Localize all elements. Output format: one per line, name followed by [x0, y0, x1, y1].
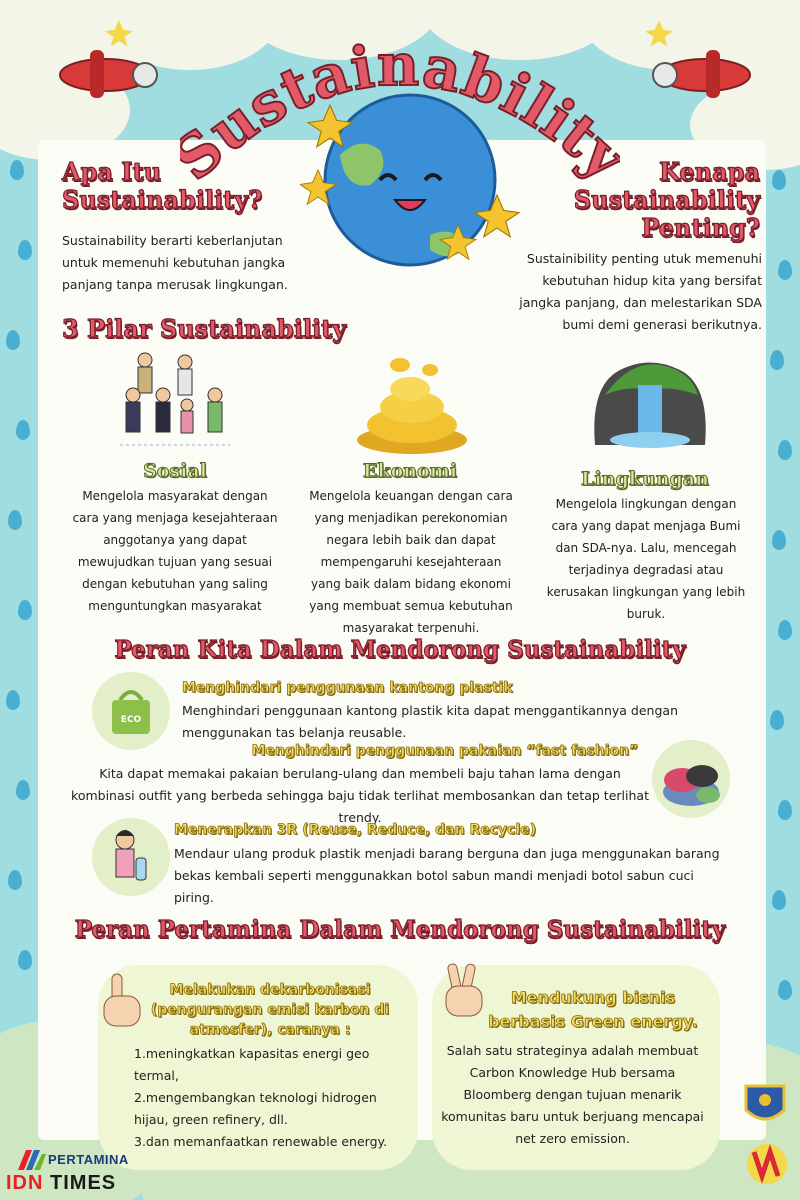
peran-kita-3-title: Menerapkan 3R (Reuse, Reduce, dan Recycle) [174, 822, 537, 838]
pertamina-left-title: Melakukan dekarbonisasi (pengurangan emisi karbon di atmosfer), caranya : [150, 982, 390, 1038]
pertamina-right-title: Mendukung bisnis berbasis Green energy. [488, 988, 698, 1031]
pilar-ekonomi-label: Ekonomi [362, 460, 458, 482]
title-text: ustainabilit [196, 30, 612, 171]
peran-kita-1-text: Menghindari penggunaan kantong plastik kita dapat menggantikannya dengan menggunakan tas belanja reusable. [182, 703, 678, 740]
airplane-right-icon [640, 20, 760, 110]
pertamina-left-item-3: 3.dan memanfaatkan renewable energy. [134, 1134, 388, 1149]
pertamina-left-item-2: 2.mengembangkan teknologi hidrogen hijau, green refinery, dll. [134, 1090, 377, 1127]
pertamina-left-item-1: 1.meningkatkan kapasitas energi geo termal, [134, 1046, 370, 1083]
peran-kita-2-text: Kita dapat memakai pakaian berulang-ulang dan membeli baju tahan lama dengan kombinasi outfit yang berbeda sehingga baju tidak terlihat membosankan dan tetap terlihat trendy. [71, 766, 649, 825]
people-group-icon [115, 350, 235, 450]
kenapa-text: Sustainibility penting utuk memenuhi kebutuhan hidup kita yang bersifat jangka panjang, dan melestarikan SDA bumi demi generasi berikutnya. [519, 251, 762, 332]
idn-text: IDN [6, 1172, 44, 1194]
pilar-heading: 3 Pilar Sustainability [62, 314, 347, 343]
clothes-pile-icon [652, 740, 730, 818]
peran-kita-1-title: Menghindari penggunaan kantong plastik [182, 680, 513, 696]
pilar-lingkungan-text: Mengelola lingkungan dengan cara yang dapat menjaga Bumi dan SDA-nya. Lalu, mencegah terjadinya degradasi atau kerusakan lingkungan yang lebih buruk. [546, 497, 746, 621]
peran-kita-3-text: Mendaur ulang produk plastik menjadi barang berguna dan juga menggunakan barang bekas kembali seperti menggunakkan botol sabun mandi menjadi botol sabun cuci piring. [174, 846, 720, 905]
apa-itu-heading: Apa Itu Sustainability? [62, 157, 263, 214]
pointing-hand-icon [96, 972, 146, 1030]
airplane-left-icon [50, 20, 160, 110]
pilar-lingkungan-label: Lingkungan [581, 468, 709, 490]
peran-kita-heading: Peran Kita Dalam Mendorong Sustainability [114, 636, 686, 663]
pilar-ekonomi-text: Mengelola keuangan dengan cara yang menjadikan perekonomian negara lebih baik dan dapat mempengaruhi kesejahteraan yang baik dalam bidang ekonomi yang membuat semua kebutuhan masyarakat terpenuhi. [309, 489, 513, 635]
idn-times-logo [6, 1172, 116, 1195]
times-text: TIMES [50, 1172, 117, 1194]
province-emblem-icon [742, 1082, 788, 1130]
eco-bag-icon [92, 672, 170, 750]
pertamina-right-text: Salah satu strateginya adalah membuat Carbon Knowledge Hub bersama Bloomberg dengan tujuan menarik komunitas baru untuk berjuang mencapai net zero emission. [441, 1043, 704, 1146]
pilar-sosial-text: Mengelola masyarakat dengan cara yang menjaga kesejahteraan anggotanya yang dapat mewujudkan tujuan yang sesuai dengan kebutuhan yang saling menguntungkan masyarakat [72, 489, 278, 613]
waterfall-icon [590, 355, 710, 450]
gold-coins-icon [355, 355, 470, 455]
peran-pertamina-heading: Peran Pertamina Dalam Mendorong Sustainability [74, 916, 726, 943]
apa-itu-text: Sustainability berarti keberlanjutan untuk memenuhi kebutuhan jangka panjang tanpa merusak lingkungan. [62, 233, 288, 292]
pertamina-logo-text: PERTAMINA [48, 1152, 129, 1167]
pilar-sosial-label: Sosial [143, 460, 207, 482]
pertamina-logo-icon [16, 1146, 46, 1172]
kenapa-heading: Kenapa Sustainability Penting? [573, 157, 760, 242]
recycle-person-icon [92, 818, 170, 896]
svg-text:ECO: ECO [120, 715, 142, 725]
event-logo-icon [742, 1140, 792, 1188]
peran-kita-2-title: Menghindari penggunaan pakaian “fast fashion” [251, 743, 639, 759]
